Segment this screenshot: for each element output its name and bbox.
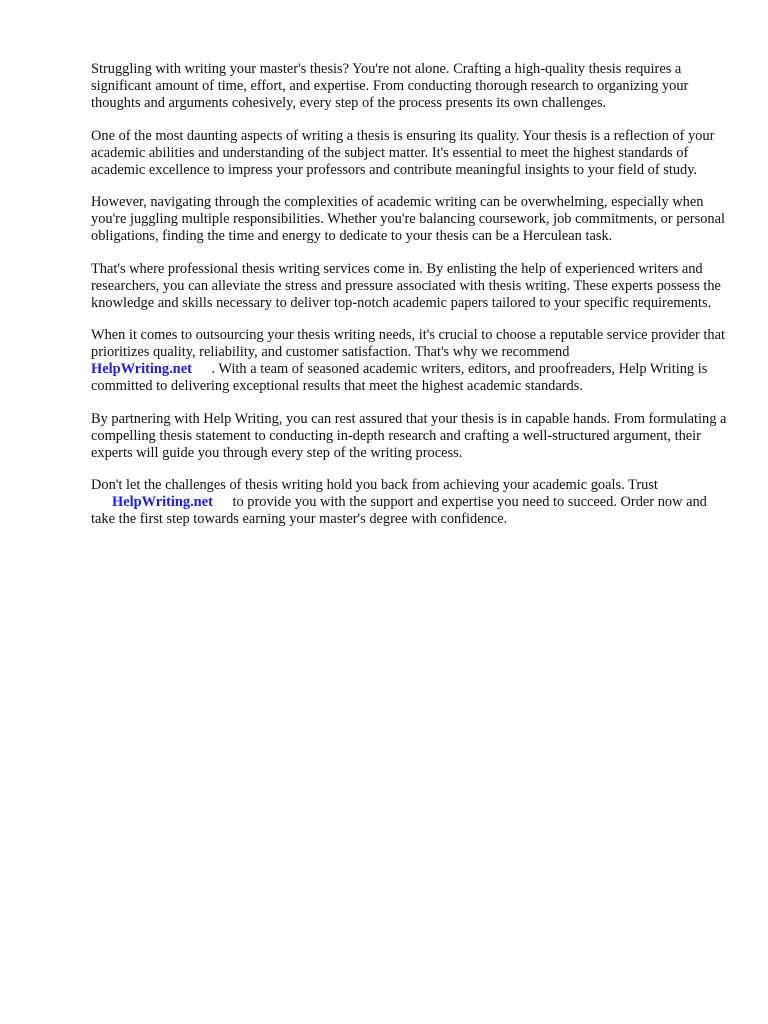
recommendation-text-before: When it comes to outsourcing your thesis writing needs, it's crucial to choose a reputable service provider that prioritizes quality, reliability, and customer satisfaction. That's why we recommend <box>91 327 726 360</box>
paragraph-quality: One of the most daunting aspects of writing a thesis is ensuring its quality. Your thesis is a reflection of your academic abilities and understanding of the subject matter. It's essential to meet the highest standards of academic excellence to impress your professors and contribute meaningful insights to your field of study. <box>91 127 715 178</box>
recommendation-text-after: . With a team of seasoned academic writers, editors, and proofreaders, Help Writing is committed to delivering exceptional results that meet the highest academic standards. <box>91 361 708 394</box>
paragraph-services: That's where professional thesis writing services come in. By enlisting the help of experienced writers and researchers, you can alleviate the stress and pressure associated with thesis writing. These experts possess the knowledge and skills necessary to deliver top-notch academic papers tailored to your specific requirements. <box>91 260 721 311</box>
document-body <box>91 61 731 544</box>
helpwriting-link[interactable]: HelpWriting.net <box>91 361 192 377</box>
paragraph-partnering: By partnering with Help Writing, you can rest assured that your thesis is in capable hands. From formulating a compelling thesis statement to conducting in-depth research and crafting a well-structured argument, their experts will guide you through every step of the writing process. <box>91 410 727 461</box>
paragraph-recommendation <box>91 327 731 395</box>
paragraph-complexities: However, navigating through the complexities of academic writing can be overwhelming, especially when you're juggling multiple responsibilities. Whether you're balancing coursework, job commitments, or personal obligations, finding the time and energy to dedicate to your thesis can be a Herculean task. <box>91 194 725 244</box>
closing-text-before: Don't let the challenges of thesis writing hold you back from achieving your academic goals. Trust <box>91 477 658 493</box>
paragraph-intro: Struggling with writing your master's thesis? You're not alone. Crafting a high-quality thesis requires a significant amount of time, effort, and expertise. From conducting thorough research to organizing your thoughts and arguments cohesively, every step of the process presents its own challenges. <box>91 61 689 111</box>
closing-text-after: to provide you with the support and expertise you need to succeed. Order now and take the first step towards earning your master's degree with confidence. <box>91 494 707 527</box>
helpwriting-link-closing[interactable]: HelpWriting.net <box>112 494 213 510</box>
paragraph-closing <box>91 477 731 528</box>
